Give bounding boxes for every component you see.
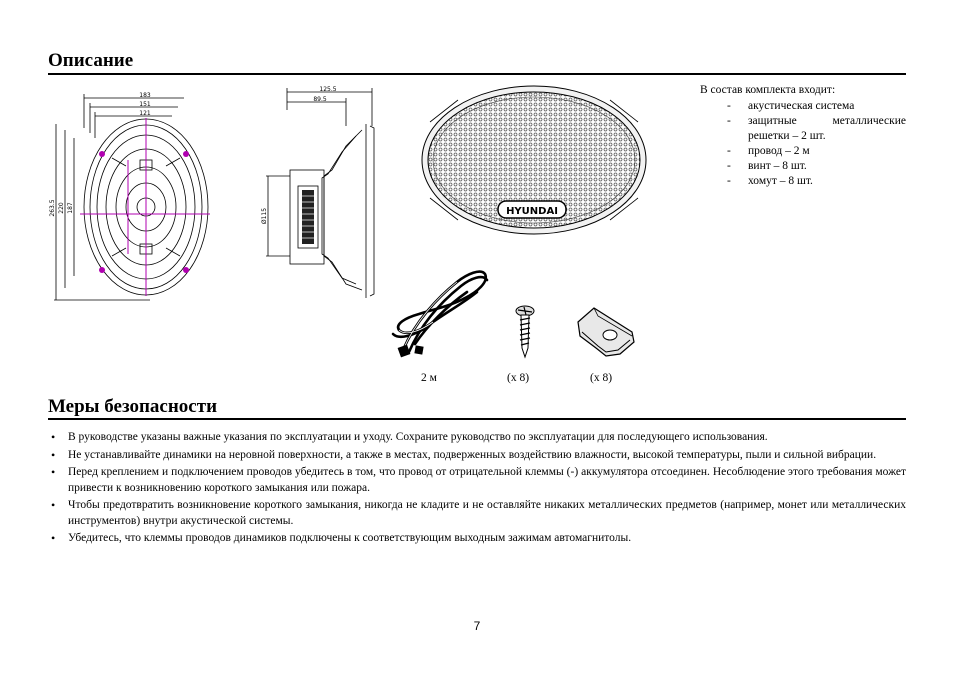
caption-clip: (x 8) — [590, 372, 613, 384]
screw-illustration — [512, 304, 538, 360]
bullet-icon: • — [51, 531, 56, 545]
list-dash: - — [727, 160, 731, 172]
caption-wire: 2 м — [421, 372, 437, 384]
list-dash: - — [727, 100, 731, 112]
caption-screw: (x 8) — [507, 372, 530, 384]
speaker-front-view-drawing — [50, 88, 220, 308]
dim-height-outer: 263.5 — [49, 199, 56, 217]
kit-item: - винт – 8 шт. — [727, 160, 807, 172]
bullet-icon: • — [51, 430, 56, 444]
dim-depth-outer: 125.5 — [319, 86, 337, 93]
title-underline — [48, 418, 906, 420]
list-item: • Чтобы предотвратить возникновение короткого замыкания, никогда не кладите и не оставляйте никаких металлических предметов (например, монет или металлических инструментов) внутри акустической системы. — [51, 498, 906, 527]
hyundai-logo: HYUNDAI — [506, 206, 558, 217]
dim-height-mid: 220 — [58, 202, 65, 214]
dim-magnet-diameter: Ø115 — [261, 207, 268, 225]
kit-item: - провод – 2 м — [727, 145, 810, 157]
speaker-grille-illustration — [418, 82, 650, 238]
list-dash: - — [727, 115, 731, 127]
kit-intro: В состав комплекта входит: — [700, 84, 836, 96]
dim-width-outer: 183 — [139, 92, 151, 99]
list-dash: - — [727, 175, 731, 187]
list-item: • Убедитесь, что клеммы проводов динамиков подключены к соответствующим выходным зажимам автомагнитолы. — [51, 531, 632, 545]
kit-contents — [700, 83, 906, 189]
list-item: • В руководстве указаны важные указания по эксплуатации и уходу. Сохраните руководство по эксплуатации для последующего использования. — [51, 430, 768, 444]
dim-width-mid: 151 — [139, 101, 151, 108]
list-dash: - — [727, 145, 731, 157]
kit-item: - защитные металлические решетки – 2 шт. — [727, 115, 906, 142]
kit-item: - хомут – 8 шт. — [727, 175, 813, 187]
kit-list — [700, 99, 906, 189]
list-item: • Не устанавливайте динамики на неровной поверхности, а также в местах, подверженных воздействию влажности, высокой температуры, пыли и сильной вибрации. — [51, 447, 877, 462]
bullet-icon: • — [51, 498, 56, 512]
kit-item: - акустическая система — [727, 100, 855, 112]
dim-width-inner: 121 — [139, 110, 151, 117]
clip-illustration — [572, 302, 642, 360]
wire-coil-illustration — [385, 262, 495, 362]
speaker-side-view-drawing — [262, 86, 382, 298]
dim-height-inner: 187 — [67, 202, 74, 214]
title-underline — [48, 73, 906, 75]
section-title-description: Описание — [48, 50, 134, 71]
safety-list — [48, 430, 906, 549]
bullet-icon: • — [51, 447, 56, 462]
section-title-safety: Меры безопасности — [48, 396, 218, 417]
list-item: • Перед креплением и подключением проводов убедитесь в том, что провод от отрицательной клеммы (-) аккумулятора отсоединен. Несоблюдение этого требования может привести к возникновению короткого замыкания или пожара. — [51, 465, 906, 494]
page-number: 7 — [473, 619, 481, 633]
dim-depth-inner: 89.5 — [313, 96, 327, 103]
bullet-icon: • — [51, 465, 56, 479]
